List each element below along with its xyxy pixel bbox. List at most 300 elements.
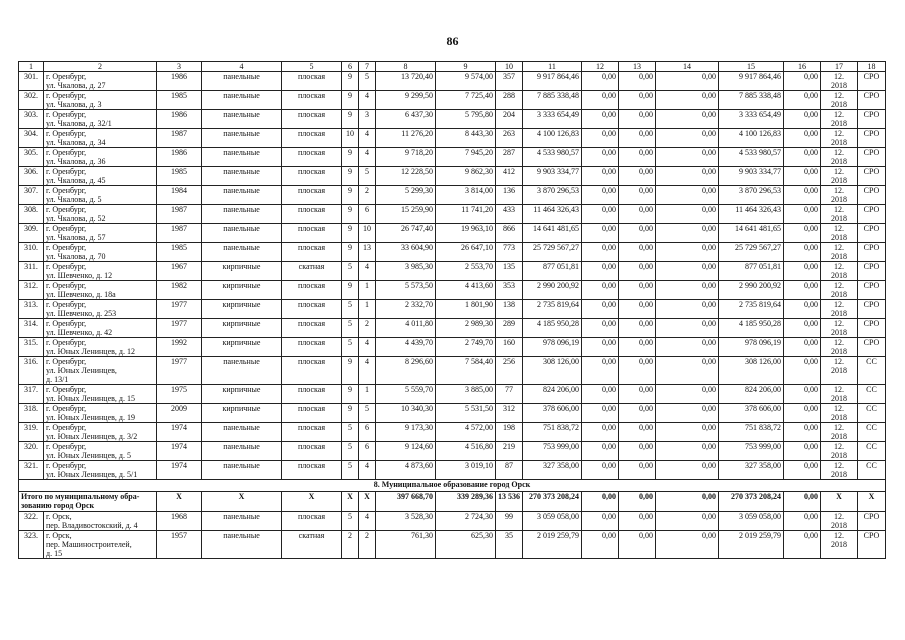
residents: 204	[496, 110, 523, 129]
fund-type: СС	[858, 461, 886, 480]
cost-other: 0,00	[784, 461, 821, 480]
row-number: 303.	[19, 110, 44, 129]
cost-regional: 0,00	[619, 72, 656, 91]
total-cost: 4 185 950,28	[523, 319, 582, 338]
cost-regional: 0,00	[619, 319, 656, 338]
wall-material: панельные	[202, 512, 282, 531]
total-area: 4 873,60	[376, 461, 436, 480]
row-number: 314.	[19, 319, 44, 338]
cost-federal: 0,00	[582, 205, 619, 224]
cost-local: 0,00	[656, 461, 719, 480]
total-area: 761,30	[376, 531, 436, 559]
fund-type: СРО	[858, 281, 886, 300]
cost-other: 0,00	[784, 72, 821, 91]
year-built: 1987	[157, 205, 202, 224]
cost-regional: 0,00	[619, 186, 656, 205]
residents: 256	[496, 357, 523, 385]
cost-other: 0,00	[784, 338, 821, 357]
wall-material: панельные	[202, 531, 282, 559]
table-row	[19, 262, 886, 281]
fund-type: СС	[858, 404, 886, 423]
residents: 412	[496, 167, 523, 186]
cost-local: 0,00	[656, 91, 719, 110]
total-larea: 339 289,36	[436, 492, 496, 512]
floors: 5	[342, 319, 359, 338]
cost-owners: 4 100 126,83	[719, 129, 784, 148]
total-cost: 270 373 208,24	[523, 492, 582, 512]
address: г. Оренбург, ул. Шевченко, д. 18а	[44, 281, 157, 300]
residents: 35	[496, 531, 523, 559]
column-number: 18	[858, 62, 886, 72]
address: г. Оренбург, ул. Чкалова, д. 45	[44, 167, 157, 186]
total-c17: Х	[821, 492, 858, 512]
cost-local: 0,00	[656, 224, 719, 243]
table-row	[19, 357, 886, 385]
floors: 10	[342, 129, 359, 148]
address: г. Оренбург, ул. Шевченко, д. 42	[44, 319, 157, 338]
total-area: 4 011,80	[376, 319, 436, 338]
total-c13: 0,00	[619, 492, 656, 512]
residents: 287	[496, 148, 523, 167]
cost-regional: 0,00	[619, 205, 656, 224]
living-area: 7 725,40	[436, 91, 496, 110]
cost-regional: 0,00	[619, 461, 656, 480]
roof-type: плоская	[282, 404, 342, 423]
column-number: 1	[19, 62, 44, 72]
roof-type: плоская	[282, 110, 342, 129]
wall-material: панельные	[202, 243, 282, 262]
cost-federal: 0,00	[582, 385, 619, 404]
residents: 312	[496, 404, 523, 423]
deadline: 12. 2018	[821, 357, 858, 385]
total-c18: Х	[858, 492, 886, 512]
total-c15: 270 373 208,24	[719, 492, 784, 512]
cost-federal: 0,00	[582, 91, 619, 110]
row-number: 306.	[19, 167, 44, 186]
fund-type: СРО	[858, 186, 886, 205]
cost-regional: 0,00	[619, 129, 656, 148]
fund-type: СРО	[858, 224, 886, 243]
wall-material: панельные	[202, 224, 282, 243]
fund-type: СС	[858, 385, 886, 404]
total-cost: 2 735 819,64	[523, 300, 582, 319]
deadline: 12. 2018	[821, 404, 858, 423]
living-area: 3 814,00	[436, 186, 496, 205]
column-number: 12	[582, 62, 619, 72]
cost-owners: 753 999,00	[719, 442, 784, 461]
wall-material: кирпичные	[202, 281, 282, 300]
total-c3: Х	[157, 492, 202, 512]
fund-type: СРО	[858, 129, 886, 148]
cost-federal: 0,00	[582, 300, 619, 319]
cost-other: 0,00	[784, 531, 821, 559]
cost-other: 0,00	[784, 167, 821, 186]
row-number: 312.	[19, 281, 44, 300]
cost-local: 0,00	[656, 338, 719, 357]
floors: 9	[342, 224, 359, 243]
cost-other: 0,00	[784, 224, 821, 243]
cost-regional: 0,00	[619, 91, 656, 110]
total-cost: 327 358,00	[523, 461, 582, 480]
wall-material: кирпичные	[202, 262, 282, 281]
cost-owners: 751 838,72	[719, 423, 784, 442]
roof-type: плоская	[282, 512, 342, 531]
year-built: 2009	[157, 404, 202, 423]
floors: 9	[342, 404, 359, 423]
floors: 9	[342, 243, 359, 262]
deadline: 12. 2018	[821, 442, 858, 461]
column-number: 4	[202, 62, 282, 72]
deadline: 12. 2018	[821, 531, 858, 559]
year-built: 1985	[157, 167, 202, 186]
total-area: 3 528,30	[376, 512, 436, 531]
cost-owners: 7 885 338,48	[719, 91, 784, 110]
column-number: 6	[342, 62, 359, 72]
residents: 353	[496, 281, 523, 300]
entrances: 10	[359, 224, 376, 243]
floors: 2	[342, 531, 359, 559]
total-area: 9 299,50	[376, 91, 436, 110]
cost-other: 0,00	[784, 300, 821, 319]
row-number: 317.	[19, 385, 44, 404]
deadline: 12. 2018	[821, 224, 858, 243]
deadline: 12. 2018	[821, 129, 858, 148]
cost-regional: 0,00	[619, 243, 656, 262]
entrances: 2	[359, 186, 376, 205]
fund-type: СРО	[858, 300, 886, 319]
column-number: 9	[436, 62, 496, 72]
table-row	[19, 205, 886, 224]
roof-type: плоская	[282, 167, 342, 186]
roof-type: плоская	[282, 224, 342, 243]
floors: 5	[342, 338, 359, 357]
cost-federal: 0,00	[582, 72, 619, 91]
fund-type: СРО	[858, 338, 886, 357]
row-number: 308.	[19, 205, 44, 224]
fund-type: СС	[858, 357, 886, 385]
year-built: 1977	[157, 300, 202, 319]
residents: 138	[496, 300, 523, 319]
floors: 9	[342, 110, 359, 129]
year-built: 1982	[157, 281, 202, 300]
cost-federal: 0,00	[582, 442, 619, 461]
address: г. Оренбург, ул. Юных Ленинцев, д. 19	[44, 404, 157, 423]
cost-federal: 0,00	[582, 110, 619, 129]
total-c16: 0,00	[784, 492, 821, 512]
floors: 9	[342, 72, 359, 91]
year-built: 1987	[157, 224, 202, 243]
floors: 9	[342, 91, 359, 110]
wall-material: панельные	[202, 129, 282, 148]
cost-other: 0,00	[784, 110, 821, 129]
entrances: 3	[359, 110, 376, 129]
column-number: 16	[784, 62, 821, 72]
row-number: 309.	[19, 224, 44, 243]
entrances: 1	[359, 281, 376, 300]
residents: 160	[496, 338, 523, 357]
total-area: 11 276,20	[376, 129, 436, 148]
fund-type: СРО	[858, 167, 886, 186]
cost-local: 0,00	[656, 110, 719, 129]
year-built: 1977	[157, 319, 202, 338]
floors: 5	[342, 442, 359, 461]
total-c4: Х	[202, 492, 282, 512]
cost-owners: 308 126,00	[719, 357, 784, 385]
fund-type: СРО	[858, 512, 886, 531]
address: г. Оренбург, ул. Чкалова, д. 34	[44, 129, 157, 148]
floors: 5	[342, 262, 359, 281]
deadline: 12. 2018	[821, 243, 858, 262]
living-area: 9 862,30	[436, 167, 496, 186]
row-number: 313.	[19, 300, 44, 319]
column-number: 5	[282, 62, 342, 72]
cost-regional: 0,00	[619, 300, 656, 319]
year-built: 1968	[157, 512, 202, 531]
cost-federal: 0,00	[582, 531, 619, 559]
cost-other: 0,00	[784, 186, 821, 205]
cost-owners: 9 917 864,46	[719, 72, 784, 91]
table-row	[19, 300, 886, 319]
row-number: 320.	[19, 442, 44, 461]
cost-regional: 0,00	[619, 423, 656, 442]
living-area: 625,30	[436, 531, 496, 559]
table-row	[19, 461, 886, 480]
entrances: 5	[359, 404, 376, 423]
cost-regional: 0,00	[619, 148, 656, 167]
address: г. Оренбург, ул. Юных Ленинцев, д. 5	[44, 442, 157, 461]
entrances: 1	[359, 385, 376, 404]
total-area: 397 668,70	[376, 492, 436, 512]
floors: 9	[342, 186, 359, 205]
cost-owners: 4 185 950,28	[719, 319, 784, 338]
table-row	[19, 91, 886, 110]
cost-federal: 0,00	[582, 129, 619, 148]
cost-owners: 877 051,81	[719, 262, 784, 281]
roof-type: плоская	[282, 338, 342, 357]
cost-local: 0,00	[656, 357, 719, 385]
total-area: 10 340,30	[376, 404, 436, 423]
address: г. Оренбург, ул. Юных Ленинцев, д. 15	[44, 385, 157, 404]
deadline: 12. 2018	[821, 461, 858, 480]
address: г. Оренбург, ул. Шевченко, д. 253	[44, 300, 157, 319]
roof-type: плоская	[282, 442, 342, 461]
page-number: 86	[446, 34, 459, 48]
deadline: 12. 2018	[821, 338, 858, 357]
table-row	[19, 531, 886, 559]
total-cost: 978 096,19	[523, 338, 582, 357]
cost-regional: 0,00	[619, 512, 656, 531]
total-cost: 14 641 481,65	[523, 224, 582, 243]
deadline: 12. 2018	[821, 91, 858, 110]
entrances: 5	[359, 167, 376, 186]
address: г. Оренбург, ул. Шевченко, д. 12	[44, 262, 157, 281]
cost-owners: 978 096,19	[719, 338, 784, 357]
total-cost: 753 999,00	[523, 442, 582, 461]
cost-federal: 0,00	[582, 167, 619, 186]
year-built: 1984	[157, 186, 202, 205]
column-number: 10	[496, 62, 523, 72]
living-area: 1 801,90	[436, 300, 496, 319]
total-cost: 3 333 654,49	[523, 110, 582, 129]
fund-type: СРО	[858, 72, 886, 91]
cost-other: 0,00	[784, 357, 821, 385]
cost-owners: 824 206,00	[719, 385, 784, 404]
cost-federal: 0,00	[582, 243, 619, 262]
year-built: 1985	[157, 91, 202, 110]
roof-type: плоская	[282, 205, 342, 224]
entrances: 6	[359, 423, 376, 442]
deadline: 12. 2018	[821, 319, 858, 338]
roof-type: плоская	[282, 186, 342, 205]
address: г. Оренбург, ул. Чкалова, д. 27	[44, 72, 157, 91]
cost-owners: 2 019 259,79	[719, 531, 784, 559]
total-c6: Х	[342, 492, 359, 512]
address: г. Оренбург, ул. Юных Ленинцев, д. 12	[44, 338, 157, 357]
cost-owners: 11 464 326,43	[719, 205, 784, 224]
cost-regional: 0,00	[619, 442, 656, 461]
cost-federal: 0,00	[582, 423, 619, 442]
cost-regional: 0,00	[619, 531, 656, 559]
total-cost: 3 059 058,00	[523, 512, 582, 531]
living-area: 4 572,00	[436, 423, 496, 442]
residents: 219	[496, 442, 523, 461]
deadline: 12. 2018	[821, 186, 858, 205]
cost-regional: 0,00	[619, 110, 656, 129]
year-built: 1986	[157, 148, 202, 167]
total-cost: 308 126,00	[523, 357, 582, 385]
total-c14: 0,00	[656, 492, 719, 512]
year-built: 1977	[157, 357, 202, 385]
cost-other: 0,00	[784, 205, 821, 224]
cost-owners: 4 533 980,57	[719, 148, 784, 167]
cost-local: 0,00	[656, 385, 719, 404]
cost-federal: 0,00	[582, 262, 619, 281]
cost-other: 0,00	[784, 404, 821, 423]
deadline: 12. 2018	[821, 205, 858, 224]
deadline: 12. 2018	[821, 385, 858, 404]
fund-type: СРО	[858, 205, 886, 224]
address: г. Орск, пер. Владивостокский, д. 4	[44, 512, 157, 531]
cost-owners: 14 641 481,65	[719, 224, 784, 243]
cost-regional: 0,00	[619, 167, 656, 186]
residents: 433	[496, 205, 523, 224]
year-built: 1986	[157, 72, 202, 91]
deadline: 12. 2018	[821, 72, 858, 91]
roof-type: плоская	[282, 385, 342, 404]
year-built: 1974	[157, 461, 202, 480]
wall-material: панельные	[202, 423, 282, 442]
total-cost: 9 903 334,77	[523, 167, 582, 186]
cost-other: 0,00	[784, 262, 821, 281]
cost-other: 0,00	[784, 423, 821, 442]
total-cost: 25 729 567,27	[523, 243, 582, 262]
year-built: 1957	[157, 531, 202, 559]
row-number: 319.	[19, 423, 44, 442]
wall-material: панельные	[202, 357, 282, 385]
address: г. Оренбург, ул. Чкалова, д. 52	[44, 205, 157, 224]
cost-other: 0,00	[784, 319, 821, 338]
total-cost: 4 533 980,57	[523, 148, 582, 167]
address: г. Оренбург, ул. Чкалова, д. 5	[44, 186, 157, 205]
total-cost: 9 917 864,46	[523, 72, 582, 91]
column-number: 14	[656, 62, 719, 72]
living-area: 26 647,10	[436, 243, 496, 262]
wall-material: кирпичные	[202, 338, 282, 357]
section-title: 8. Муниципальное образование город Орск	[19, 480, 886, 492]
address: г. Оренбург, ул. Чкалова, д. 57	[44, 224, 157, 243]
total-cost: 877 051,81	[523, 262, 582, 281]
cost-regional: 0,00	[619, 404, 656, 423]
deadline: 12. 2018	[821, 281, 858, 300]
residents: 135	[496, 262, 523, 281]
residents: 263	[496, 129, 523, 148]
cost-federal: 0,00	[582, 319, 619, 338]
cost-regional: 0,00	[619, 338, 656, 357]
deadline: 12. 2018	[821, 148, 858, 167]
floors: 5	[342, 512, 359, 531]
entrances: 4	[359, 512, 376, 531]
residents: 99	[496, 512, 523, 531]
wall-material: кирпичные	[202, 404, 282, 423]
fund-type: СРО	[858, 110, 886, 129]
roof-type: плоская	[282, 243, 342, 262]
table-row	[19, 224, 886, 243]
address: г. Оренбург, ул. Юных Ленинцев, д. 5/1	[44, 461, 157, 480]
total-area: 9 124,60	[376, 442, 436, 461]
table-row	[19, 512, 886, 531]
total-area: 5 573,50	[376, 281, 436, 300]
roof-type: плоская	[282, 319, 342, 338]
roof-type: скатная	[282, 531, 342, 559]
fund-type: СРО	[858, 243, 886, 262]
cost-local: 0,00	[656, 404, 719, 423]
table-row	[19, 243, 886, 262]
wall-material: панельные	[202, 205, 282, 224]
cost-federal: 0,00	[582, 404, 619, 423]
cost-regional: 0,00	[619, 281, 656, 300]
cost-local: 0,00	[656, 167, 719, 186]
cost-local: 0,00	[656, 423, 719, 442]
section-row	[19, 480, 886, 492]
total-area: 33 604,90	[376, 243, 436, 262]
living-area: 2 553,70	[436, 262, 496, 281]
cost-federal: 0,00	[582, 461, 619, 480]
fund-type: СРО	[858, 91, 886, 110]
total-cost: 3 870 296,53	[523, 186, 582, 205]
entrances: 6	[359, 205, 376, 224]
table-row	[19, 442, 886, 461]
table-row	[19, 423, 886, 442]
row-number: 311.	[19, 262, 44, 281]
housing-table	[18, 61, 886, 559]
cost-other: 0,00	[784, 385, 821, 404]
deadline: 12. 2018	[821, 167, 858, 186]
cost-other: 0,00	[784, 442, 821, 461]
wall-material: панельные	[202, 148, 282, 167]
total-area: 12 228,50	[376, 167, 436, 186]
living-area: 7 584,40	[436, 357, 496, 385]
total-area: 5 299,30	[376, 186, 436, 205]
cost-federal: 0,00	[582, 512, 619, 531]
floors: 9	[342, 148, 359, 167]
total-cost: 378 606,00	[523, 404, 582, 423]
cost-local: 0,00	[656, 186, 719, 205]
living-area: 5 795,80	[436, 110, 496, 129]
living-area: 9 574,00	[436, 72, 496, 91]
entrances: 4	[359, 129, 376, 148]
row-number: 305.	[19, 148, 44, 167]
wall-material: панельные	[202, 91, 282, 110]
